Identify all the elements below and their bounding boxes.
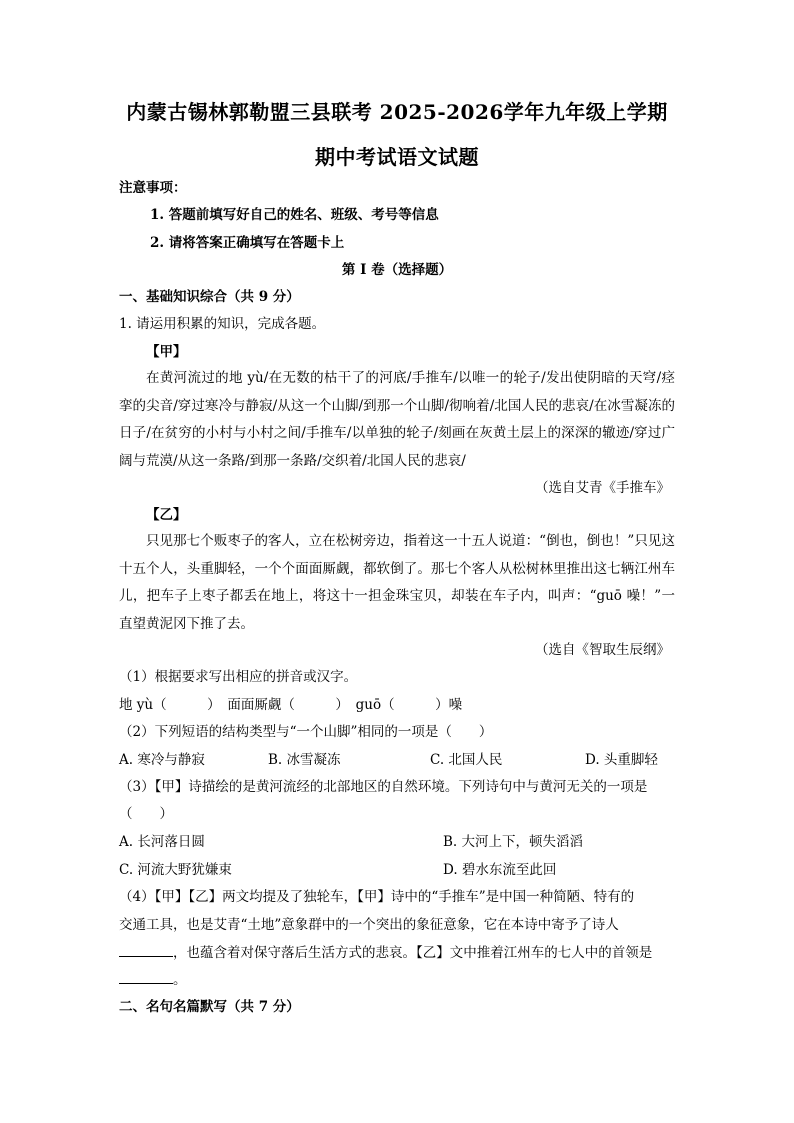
option-3b: B. 大河上下，顿失滔滔 xyxy=(443,834,584,850)
passage-yi-text: 只见那七个贩枣子的客人，立在松树旁边，指着这一十五人说道：“倒也，倒也！”只见这十五个人，头重脚轻，一个个面面厮觑，都软倒了。那七个客人从松树林里推出这七辆江州车儿，把车子上枣子都丢在地上，将这十一担金珠宝贝，却装在车子内，叫声：“guō 噪！”一直望黄泥冈下推了去。 xyxy=(119,533,675,632)
option-3c: C. 河流大野犹嫌束 xyxy=(119,862,232,878)
subquestion-3: （3）【甲】诗描绘的是黄河流经的北部地区的自然环境。下列诗句中与黄河无关的一项是 xyxy=(119,779,648,795)
option-2a: A. 寒冷与静寂 xyxy=(119,752,205,768)
notes-item-1: 1. 答题前填写好自己的姓名、班级、考号等信息 xyxy=(150,207,439,223)
subquestion-1: （1）根据要求写出相应的拼音或汉字。 xyxy=(119,669,358,685)
subquestion-4-line3 xyxy=(119,942,652,963)
subquestion-4-line4 xyxy=(119,969,187,990)
subquestion-3-paren: （ ） xyxy=(119,806,173,822)
passage-yi-source: （选自《智取生辰纲》 xyxy=(535,642,670,658)
answer-blank-1[interactable] xyxy=(119,942,173,957)
notes-item-2: 2. 请将答案正确填写在答题卡上 xyxy=(150,235,345,251)
subquestion-4-line4-end: 。 xyxy=(173,972,187,988)
section1-heading: 一、基础知识综合（共 9 分） xyxy=(119,289,300,305)
passage-jia-source: （选自艾青《手推车》 xyxy=(535,480,670,496)
notes-heading: 注意事项： xyxy=(119,180,187,196)
passage-jia-label: 【甲】 xyxy=(146,344,187,360)
section2-heading: 二、名句名篇默写（共 7 分） xyxy=(119,999,300,1015)
option-2d: D. 头重脚轻 xyxy=(585,752,658,768)
subquestion-4-line1: （4）【甲】【乙】两文均提及了独轮车，【甲】诗中的“手推车”是中国一种简陋、特有的 xyxy=(119,889,635,905)
page-title-line1: 内蒙古锡林郭勒盟三县联考 2025-2026学年九年级上学期 xyxy=(126,100,668,124)
subquestion-1-blanks: 地 yù（ ） 面面厮觑（ ） guō（ ）噪 xyxy=(119,697,463,713)
volume-title: 第 I 卷（选择题） xyxy=(341,262,453,278)
subquestion-4-line3-text: ，也蕴含着对保守落后生活方式的悲哀。【乙】文中推着江州车的七人中的首领是 xyxy=(173,945,653,961)
question-1-stem: 1. 请运用积累的知识，完成各题。 xyxy=(119,316,326,332)
subquestion-2: （2）下列短语的结构类型与“一个山脚”相同的一项是（ ） xyxy=(119,724,493,740)
answer-blank-2[interactable] xyxy=(119,969,173,984)
option-2b: B. 冰雪凝冻 xyxy=(268,752,341,768)
passage-yi-label: 【乙】 xyxy=(146,507,187,523)
option-2c: C. 北国人民 xyxy=(430,752,503,768)
option-3a: A. 长河落日圆 xyxy=(119,834,205,850)
page-title-line2: 期中考试语文试题 xyxy=(315,145,479,169)
subquestion-4-line2: 交通工具，也是艾青“土地”意象群中的一个突出的象征意象，它在本诗中寄予了诗人 xyxy=(119,917,619,933)
passage-jia-text: 在黄河流过的地 yù/在无数的枯干了的河底/手推车/以唯一的轮子/发出使阴暗的天穹/痉挛的尖音/穿过寒冷与静寂/从这一个山脚/到那一个山脚/彻响着/北国人民的悲哀/在冰雪凝冻的日子/在贫穷的小村与小村之间/手推车/以单独的轮子/刻画在灰黄土层上的深深的辙迹/穿过广阔与荒漠/从这一条路/到那一条路/交织着/北国人民的悲哀/ xyxy=(119,370,675,469)
option-3d: D. 碧水东流至此回 xyxy=(443,862,557,878)
